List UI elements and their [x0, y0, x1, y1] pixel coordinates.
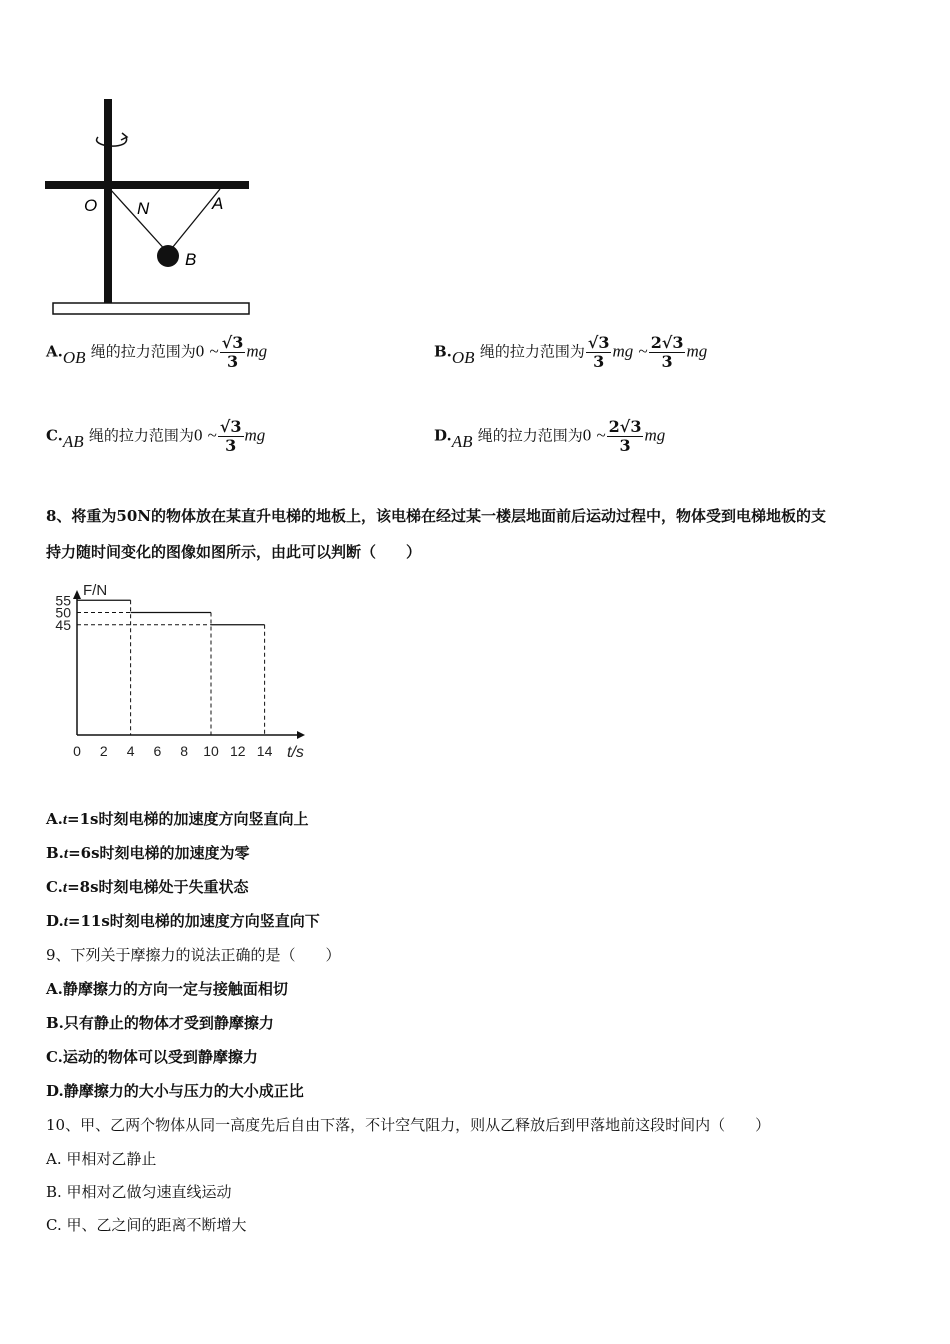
q8-stem-line2: 持力随时间变化的图像如图所示，由此可以判断（ ） — [46, 543, 422, 561]
y-axis-label: F/N — [83, 582, 108, 599]
q7-option-b: B.OB 绳的拉力范围为 $\frac{√3}{3}$ mg ~ $\frac{2√3}{3}$ mg — [434, 333, 708, 371]
q7-option-d: D.AB 绳的拉力范围为0 ~ $\frac{2√3}{3}$ mg — [434, 417, 666, 455]
q9-option-c: C.运动的物体可以受到静摩擦力 — [46, 1048, 258, 1066]
x-axis-label: t/s — [287, 744, 304, 761]
q7-option-a: A.OB 绳的拉力范围为0 ~ $\frac{√3}{3}$ mg — [46, 333, 268, 371]
q10-stem: 10、甲、乙两个物体从同一高度先后自由下落，不计空气阻力，则从乙释放后到甲落地前这段时间内（ ） — [46, 1116, 771, 1134]
x-tick-label: 12 — [230, 743, 246, 759]
y-tick-label: 50 — [55, 604, 71, 621]
label-A: A — [212, 194, 224, 213]
ball-B — [157, 245, 179, 267]
base-plate — [53, 303, 249, 314]
q8-option-b: B.t=6s时刻电梯的加速度为零 — [46, 844, 250, 862]
label-B: B — [185, 250, 197, 269]
x-tick-label: 6 — [153, 743, 162, 759]
force-time-chart — [40, 575, 330, 775]
y-tick-label: 45 — [55, 616, 71, 633]
q8-option-d: D.t=11s时刻电梯的加速度方向竖直向下 — [46, 912, 320, 930]
q8-option-a: A.t=1s时刻电梯的加速度方向竖直向上 — [46, 810, 309, 828]
q10-option-b: B. 甲相对乙做匀速直线运动 — [46, 1183, 232, 1201]
fraction: $\frac{2√3}{3}$ — [650, 333, 684, 371]
x-tick-label: 0 — [73, 743, 81, 759]
y-tick-label: 55 — [55, 592, 71, 609]
label-N: N — [137, 199, 150, 218]
fraction: $\frac{√3}{3}$ — [219, 417, 242, 455]
q7-option-c: C.AB 绳的拉力范围为0 ~ $\frac{√3}{3}$ mg — [46, 417, 266, 455]
label-O: O — [84, 196, 98, 215]
x-axis-arrow-icon — [297, 731, 305, 739]
q10-option-c: C. 甲、乙之间的距离不断增大 — [46, 1216, 247, 1234]
fraction: $\frac{√3}{3}$ — [221, 333, 244, 371]
fraction: $\frac{2√3}{3}$ — [608, 417, 642, 455]
q9-option-b: B.只有静止的物体才受到静摩擦力 — [46, 1014, 274, 1032]
x-tick-label: 4 — [126, 743, 135, 759]
rotating-frame-figure — [40, 95, 255, 320]
q9-option-d: D.静摩擦力的大小与压力的大小成正比 — [46, 1082, 304, 1100]
q9-option-a: A.静摩擦力的方向一定与接触面相切 — [46, 980, 288, 998]
y-axis-arrow-icon — [73, 590, 81, 599]
fraction: $\frac{√3}{3}$ — [587, 333, 610, 371]
q9-stem: 9、下列关于摩擦力的说法正确的是（ ） — [46, 946, 341, 964]
q8-stem-line1: 8、将重为50N的物体放在某直升电梯的地板上，该电梯在经过某一楼层地面前后运动过程中，物体受到电梯地板的支 — [46, 507, 827, 525]
q8-option-c: C.t=8s时刻电梯处于失重状态 — [46, 878, 249, 896]
vertical-rod — [104, 99, 112, 304]
x-tick-label: 14 — [256, 743, 273, 759]
horizontal-bar — [45, 181, 249, 189]
x-tick-label: 2 — [99, 743, 108, 759]
x-tick-label: 10 — [203, 743, 219, 759]
q10-option-a: A. 甲相对乙静止 — [46, 1150, 157, 1168]
x-tick-label: 8 — [180, 743, 189, 759]
